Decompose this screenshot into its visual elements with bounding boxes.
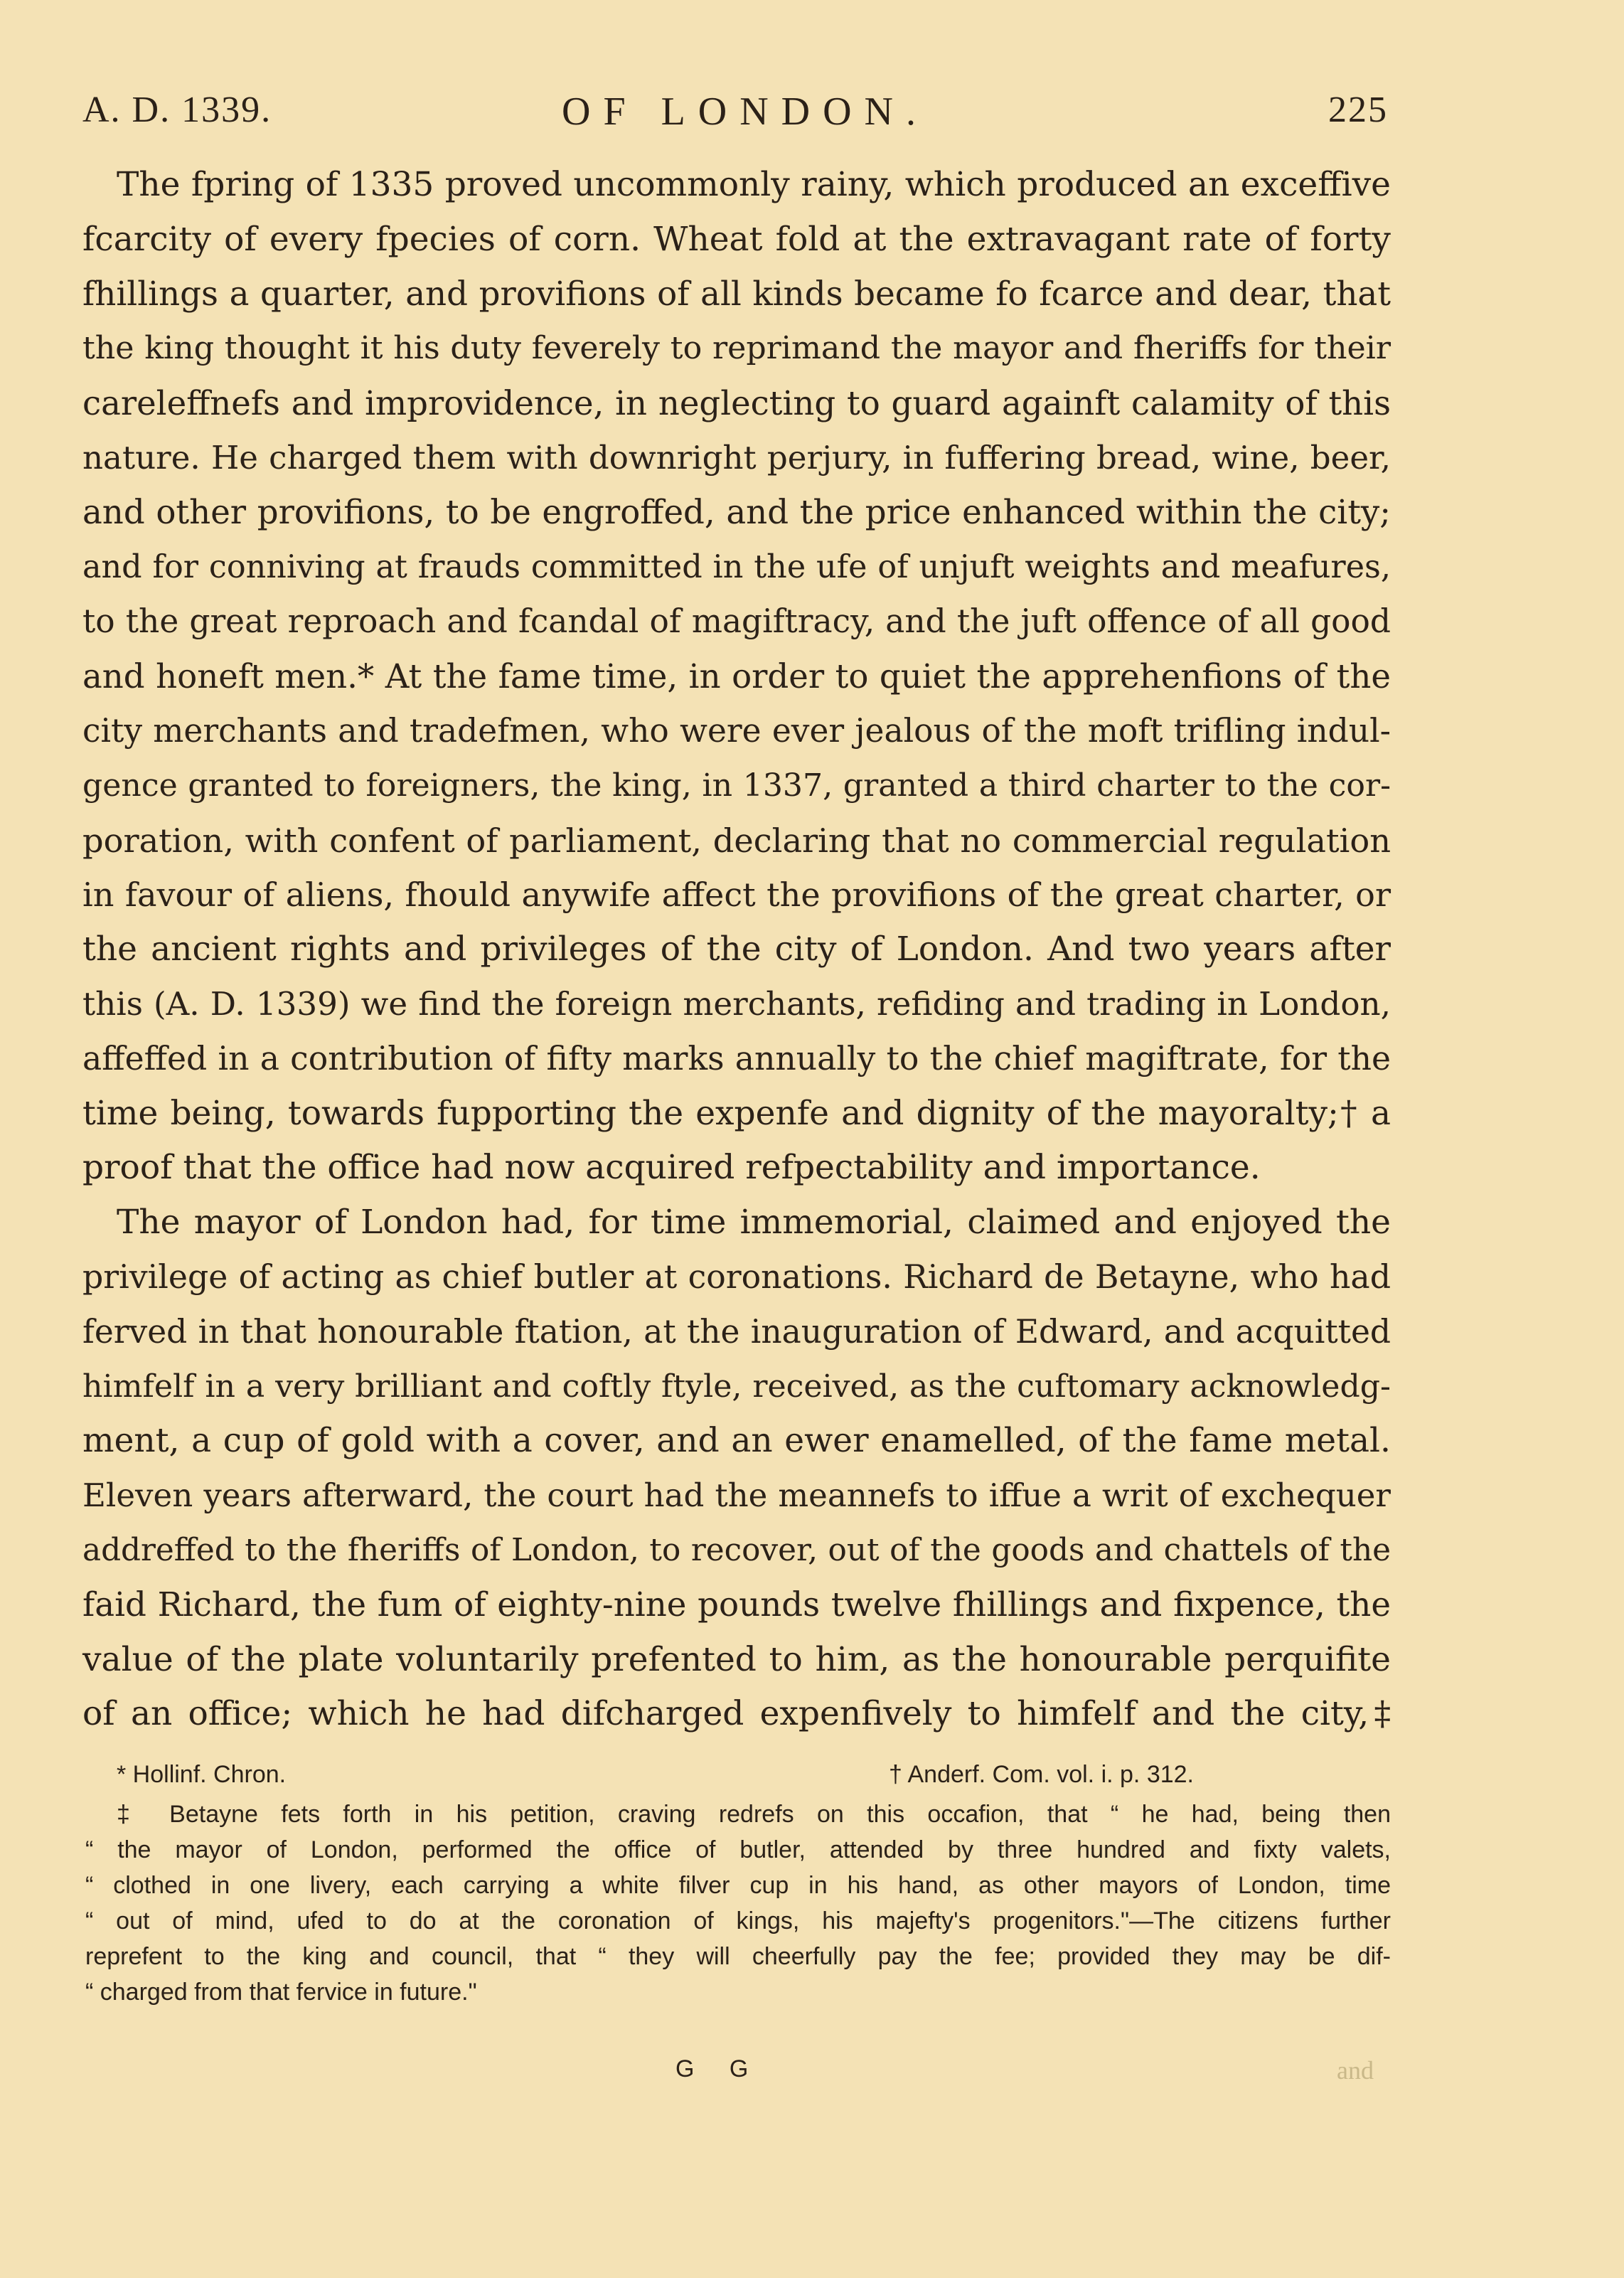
text-line: in favour of aliens, fhould anywife affect the provifions of the great charter, or — [82, 875, 1391, 915]
header-year: A. D. 1339. — [82, 90, 272, 130]
footnote-line: “ the mayor of London, performed the office of butler, attended by three hundred and fixty valets, — [85, 1836, 1391, 1863]
text-line: ferved in that honourable ftation, at the inauguration of Edward, and acquitted — [82, 1312, 1391, 1351]
text-line: gence granted to foreigners, the king, in 1337, granted a third charter to the cor- — [82, 767, 1391, 804]
body-text — [82, 158, 1391, 1742]
signature-mark: G G — [675, 2055, 763, 2082]
footnote-refs — [85, 1757, 1391, 1797]
footnote-line: “ clothed in one livery, each carrying a white filver cup in his hand, as other mayors of London, time — [85, 1872, 1391, 1899]
text-line: to the great reproach and fcandal of magiftracy, and the juft offence of all good — [82, 602, 1391, 641]
text-line: Eleven years afterward, the court had the meannefs to iffue a writ of exchequer — [82, 1476, 1391, 1515]
footnote-asterisk: * Hollinf. Chron. — [117, 1761, 287, 1788]
text-line: fhillings a quarter, and provifions of all kinds became fo fcarce and dear, that — [82, 275, 1391, 314]
header-title: OF LONDON. — [562, 90, 929, 134]
footnote-line: “ charged from that fervice in future." — [85, 1979, 477, 2006]
text-line: affeffed in a contribution of fifty marks annually to the chief magiftrate, for the — [82, 1039, 1391, 1077]
running-header — [0, 89, 1624, 153]
text-line: ment, a cup of gold with a cover, and an ewer enamelled, of the fame metal. — [82, 1421, 1391, 1461]
footnote-line: ‡ Betayne fets forth in his petition, craving redrefs on this occafion, that “ he had, being then — [117, 1801, 1391, 1828]
text-line: faid Richard, the fum of eighty-nine pounds twelve fhillings and fixpence, the — [82, 1585, 1391, 1624]
text-line: nature. He charged them with downright perjury, in fuffering bread, wine, beer, — [82, 438, 1391, 477]
footnote-dagger: † Anderf. Com. vol. i. p. 312. — [889, 1761, 1195, 1788]
text-line: the king thought it his duty feverely to reprimand the mayor and fheriffs for their — [82, 330, 1391, 367]
text-line: value of the plate voluntarily prefented to him, as the honourable perquifite — [82, 1639, 1391, 1679]
catchword: and — [1337, 2056, 1374, 2085]
text-line: the ancient rights and privileges of the city of London. And two years after — [82, 930, 1391, 969]
text-line: and other provifions, to be engroffed, and the price enhanced within the city; — [82, 493, 1391, 532]
text-line: and honeft men.* At the fame time, in order to quiet the apprehenfions of the — [82, 657, 1391, 696]
text-line: himfelf in a very brilliant and coftly ftyle, received, as the cuftomary acknowledg- — [82, 1368, 1391, 1405]
text-line: proof that the office had now acquired refpectability and importance. — [82, 1148, 1261, 1188]
text-line: The mayor of London had, for time immemorial, claimed and enjoyed the — [117, 1203, 1391, 1242]
text-line: of an office; which he had difcharged expenfively to himfelf and the city,‡ — [82, 1694, 1391, 1734]
text-line: privilege of acting as chief butler at coronations. Richard de Betayne, who had — [82, 1257, 1391, 1296]
text-line: time being, towards fupporting the expenfe and dignity of the mayoralty;† a — [82, 1093, 1391, 1133]
text-line: The fpring of 1335 proved uncommonly rainy, which produced an exceffive — [117, 165, 1391, 204]
footnotes — [85, 1757, 1391, 2010]
text-line: careleffnefs and improvidence, in neglecting to guard againft calamity of this — [82, 384, 1391, 423]
text-line: city merchants and tradefmen, who were ever jealous of the moft trifling indul- — [82, 711, 1391, 750]
footnote-line: reprefent to the king and council, that “ they will cheerfully pay the fee; provided they may be dif- — [85, 1943, 1391, 1970]
text-line: and for conniving at frauds committed in the ufe of unjuft weights and meafures, — [82, 548, 1391, 585]
page-number: 225 — [1328, 90, 1388, 130]
text-line: poration, with confent of parliament, declaring that no commercial regulation — [82, 821, 1391, 860]
footnote-line: “ out of mind, ufed to do at the coronation of kings, his majefty's progenitors."—The citizens further — [85, 1907, 1391, 1934]
text-line: this (A. D. 1339) we find the foreign merchants, refiding and trading in London, — [82, 984, 1391, 1023]
text-line: fcarcity of every fpecies of corn. Wheat fold at the extravagant rate of forty — [82, 219, 1391, 259]
text-line: addreffed to the fheriffs of London, to recover, out of the goods and chattels of the — [82, 1531, 1391, 1568]
